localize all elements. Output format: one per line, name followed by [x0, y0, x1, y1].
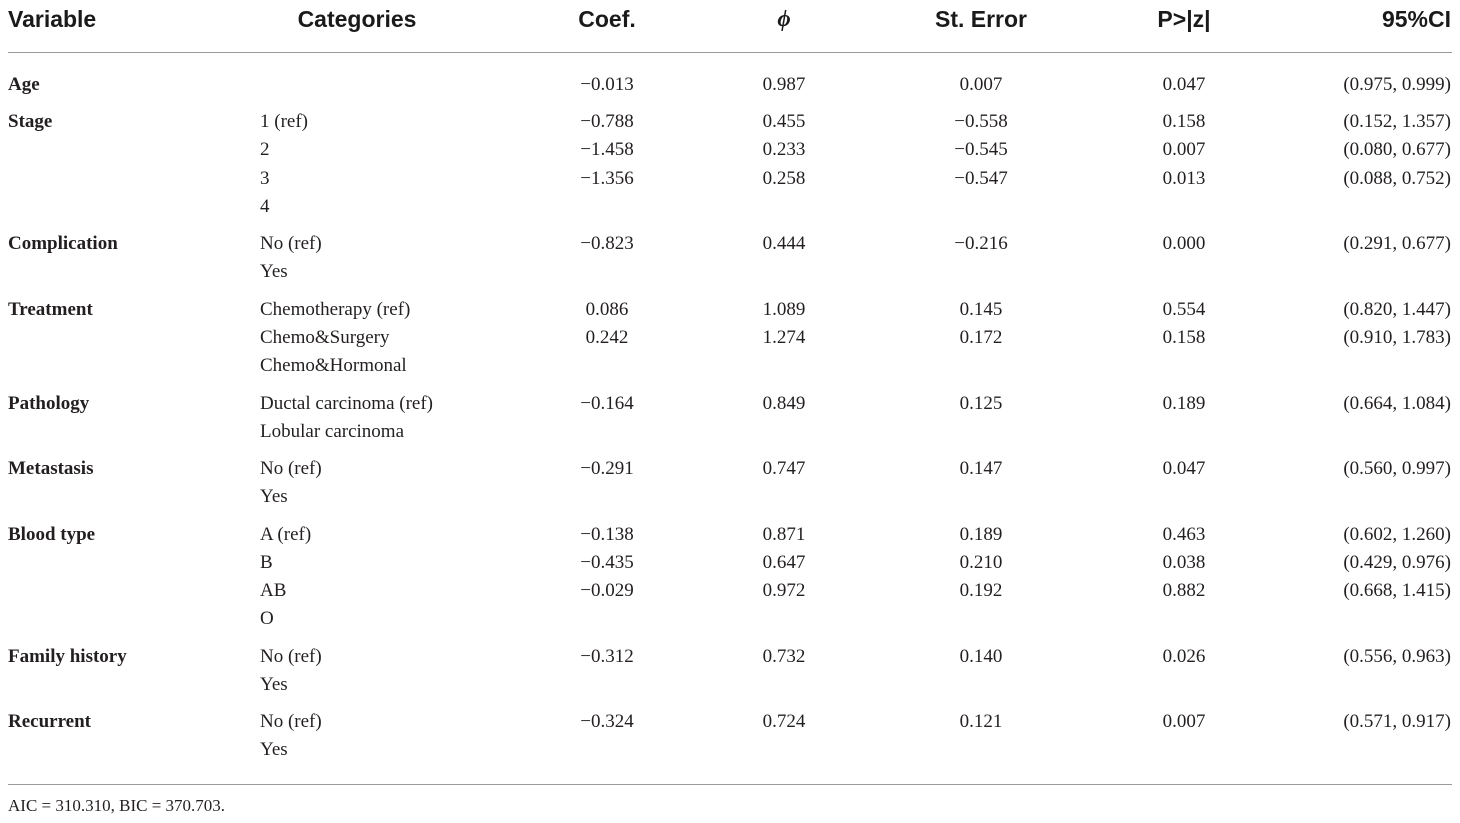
category-cell: O	[260, 608, 274, 629]
variable-cell: Metastasis	[8, 458, 94, 479]
header-rule	[8, 52, 1452, 53]
table-row	[0, 390, 1460, 418]
p-value-cell: 0.000	[1162, 233, 1206, 254]
variable-cell: Blood type	[8, 524, 96, 545]
table-row	[0, 605, 1460, 633]
table-row	[0, 455, 1460, 483]
p-value-cell: 0.047	[1162, 74, 1206, 95]
st-error-cell: 0.125	[959, 393, 1003, 414]
p-value-cell: 0.007	[1162, 711, 1206, 732]
variable-cell: Stage	[8, 111, 53, 132]
coef-cell: −0.324	[580, 711, 634, 732]
coef-cell: −0.013	[580, 74, 634, 95]
category-cell: B	[260, 552, 273, 573]
table-row	[0, 352, 1460, 380]
category-cell: Chemotherapy (ref)	[260, 299, 411, 320]
table-row	[0, 549, 1460, 577]
ci-cell: (0.602, 1.260)	[1343, 524, 1451, 545]
phi-cell: 1.089	[762, 299, 806, 320]
p-value-cell: 0.038	[1162, 552, 1206, 573]
ci-cell: (0.571, 0.917)	[1343, 711, 1451, 732]
table-row	[0, 483, 1460, 511]
header-st-error: St. Error	[934, 6, 1028, 32]
st-error-cell: −0.216	[954, 233, 1008, 254]
category-cell: Yes	[260, 486, 288, 507]
coef-cell: −1.458	[580, 139, 634, 160]
variable-cell: Family history	[8, 646, 127, 667]
p-value-cell: 0.047	[1162, 458, 1206, 479]
table-footnote: AIC = 310.310, BIC = 370.703.	[8, 796, 226, 815]
variable-cell: Treatment	[8, 299, 93, 320]
p-value-cell: 0.013	[1162, 168, 1206, 189]
phi-cell: 0.732	[762, 646, 806, 667]
p-value-cell: 0.463	[1162, 524, 1206, 545]
variable-cell: Recurrent	[8, 711, 92, 732]
table-row	[0, 71, 1460, 99]
category-cell: AB	[260, 580, 287, 601]
table-header	[0, 0, 1460, 52]
phi-cell: 0.987	[762, 74, 806, 95]
variable-cell: Pathology	[8, 393, 90, 414]
coef-cell: −0.138	[580, 524, 634, 545]
bottom-rule	[8, 784, 1452, 785]
st-error-cell: 0.192	[959, 580, 1003, 601]
ci-cell: (0.080, 0.677)	[1343, 139, 1451, 160]
coef-cell: −0.029	[580, 580, 634, 601]
phi-cell: 0.849	[762, 393, 806, 414]
category-cell: 3	[260, 168, 270, 189]
table-row	[0, 193, 1460, 221]
st-error-cell: 0.140	[959, 646, 1003, 667]
phi-cell: 0.233	[762, 139, 806, 160]
ci-cell: (0.668, 1.415)	[1343, 580, 1451, 601]
coef-cell: −1.356	[580, 168, 634, 189]
table-row	[0, 108, 1460, 136]
p-value-cell: 0.007	[1162, 139, 1206, 160]
table-row	[0, 165, 1460, 193]
coef-cell: −0.435	[580, 552, 634, 573]
st-error-cell: −0.547	[954, 168, 1008, 189]
header-phi: ϕ	[777, 6, 791, 31]
st-error-cell: 0.172	[959, 327, 1003, 348]
category-cell: No (ref)	[260, 646, 322, 667]
header-p-value: P>|z|	[1157, 6, 1211, 32]
ci-cell: (0.088, 0.752)	[1343, 168, 1451, 189]
phi-cell: 1.274	[762, 327, 806, 348]
coef-cell: −0.788	[580, 111, 634, 132]
p-value-cell: 0.158	[1162, 327, 1206, 348]
ci-cell: (0.152, 1.357)	[1343, 111, 1451, 132]
table-row	[0, 643, 1460, 671]
category-cell: No (ref)	[260, 233, 322, 254]
category-cell: Chemo&Surgery	[260, 327, 390, 348]
table-row	[0, 258, 1460, 286]
variable-cell: Age	[8, 74, 40, 95]
phi-cell: 0.871	[762, 524, 806, 545]
table-row	[0, 521, 1460, 549]
p-value-cell: 0.026	[1162, 646, 1206, 667]
phi-cell: 0.444	[762, 233, 806, 254]
category-cell: Yes	[260, 739, 288, 760]
st-error-cell: 0.007	[959, 74, 1003, 95]
phi-cell: 0.972	[762, 580, 806, 601]
st-error-cell: −0.545	[954, 139, 1008, 160]
st-error-cell: 0.147	[959, 458, 1003, 479]
category-cell: Yes	[260, 674, 288, 695]
coef-cell: −0.312	[580, 646, 634, 667]
table-row	[0, 296, 1460, 324]
ci-cell: (0.291, 0.677)	[1343, 233, 1451, 254]
category-cell: Chemo&Hormonal	[260, 355, 407, 376]
st-error-cell: 0.121	[959, 711, 1003, 732]
category-cell: Lobular carcinoma	[260, 421, 405, 442]
ci-cell: (0.429, 0.976)	[1343, 552, 1451, 573]
ci-cell: (0.975, 0.999)	[1343, 74, 1451, 95]
p-value-cell: 0.189	[1162, 393, 1206, 414]
coef-cell: −0.823	[580, 233, 634, 254]
coef-cell: −0.164	[580, 393, 634, 414]
category-cell: 4	[260, 196, 270, 217]
ci-cell: (0.910, 1.783)	[1343, 327, 1451, 348]
category-cell: Yes	[260, 261, 288, 282]
p-value-cell: 0.158	[1162, 111, 1206, 132]
table-row	[0, 324, 1460, 352]
table-row	[0, 736, 1460, 764]
phi-cell: 0.724	[762, 711, 806, 732]
table-row	[0, 577, 1460, 605]
ci-cell: (0.560, 0.997)	[1343, 458, 1451, 479]
phi-cell: 0.258	[762, 168, 806, 189]
category-cell: 2	[260, 139, 270, 160]
p-value-cell: 0.882	[1162, 580, 1206, 601]
coef-cell: 0.086	[585, 299, 629, 320]
table-row	[0, 708, 1460, 736]
category-cell: No (ref)	[260, 458, 322, 479]
st-error-cell: 0.145	[959, 299, 1003, 320]
header-coef: Coef.	[578, 6, 636, 32]
table-row	[0, 418, 1460, 446]
phi-cell: 0.647	[762, 552, 806, 573]
table-row	[0, 136, 1460, 164]
st-error-cell: −0.558	[954, 111, 1008, 132]
coef-cell: 0.242	[585, 327, 629, 348]
category-cell: No (ref)	[260, 711, 322, 732]
header-variable: Variable	[8, 6, 97, 32]
p-value-cell: 0.554	[1162, 299, 1206, 320]
phi-cell: 0.747	[762, 458, 806, 479]
phi-cell: 0.455	[762, 111, 806, 132]
category-cell: Ductal carcinoma (ref)	[260, 393, 434, 414]
category-cell: 1 (ref)	[260, 111, 308, 132]
header-ci: 95%CI	[1381, 6, 1451, 32]
ci-cell: (0.820, 1.447)	[1343, 299, 1451, 320]
coef-cell: −0.291	[580, 458, 634, 479]
variable-cell: Complication	[8, 233, 118, 254]
table-row	[0, 671, 1460, 699]
ci-cell: (0.664, 1.084)	[1343, 393, 1451, 414]
st-error-cell: 0.210	[959, 552, 1003, 573]
table-row	[0, 230, 1460, 258]
st-error-cell: 0.189	[959, 524, 1003, 545]
category-cell: A (ref)	[260, 524, 312, 545]
header-categories: Categories	[297, 6, 417, 32]
ci-cell: (0.556, 0.963)	[1343, 646, 1451, 667]
